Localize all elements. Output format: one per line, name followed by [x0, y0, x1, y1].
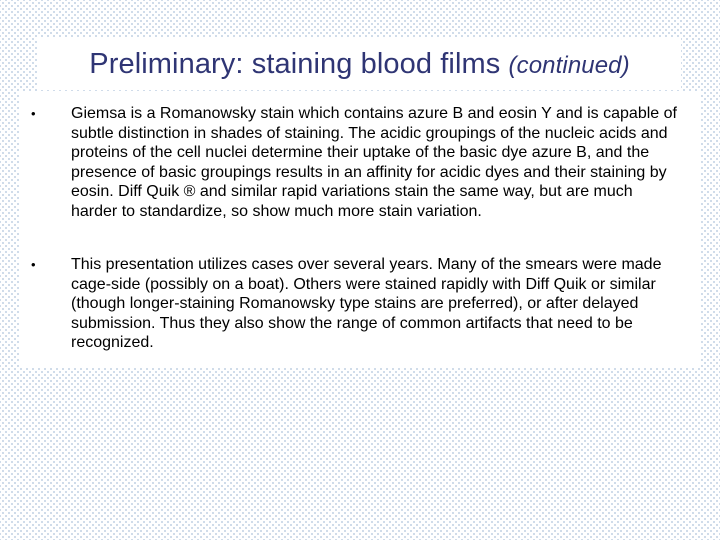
slide-title	[89, 48, 629, 81]
title-box	[38, 38, 681, 90]
slide-title-suffix: (continued)	[508, 51, 630, 79]
slide-title-main: Preliminary: staining blood films	[89, 47, 501, 80]
bullet-text-giemsa: Giemsa is a Romanowsky stain which contains azure B and eosin Y and is capable of subtle distinction in shades of staining. The acidic groupings of the nucleic acids and proteins of the cell nuclei determine their uptake of the basic dye azure B, and the presence of basic groupings results in an affinity for acidic dyes and their staining by eosin. Diff Quik ® and similar rapid variations stain the same way, but are much harder to standardize, so show much more stain variation.	[71, 105, 677, 220]
bullet-marker: •	[31, 257, 36, 272]
bullet-text-presentation: This presentation utilizes cases over several years. Many of the smears were made cage-side (possibly on a boat). Others were stained rapidly with Diff Quik or similar (though longer-staining Romanowsky type stains are preferred), or after delayed submission. Thus they also show the range of common artifacts that need to be recognized.	[71, 256, 662, 352]
bullet-marker: •	[31, 106, 36, 121]
